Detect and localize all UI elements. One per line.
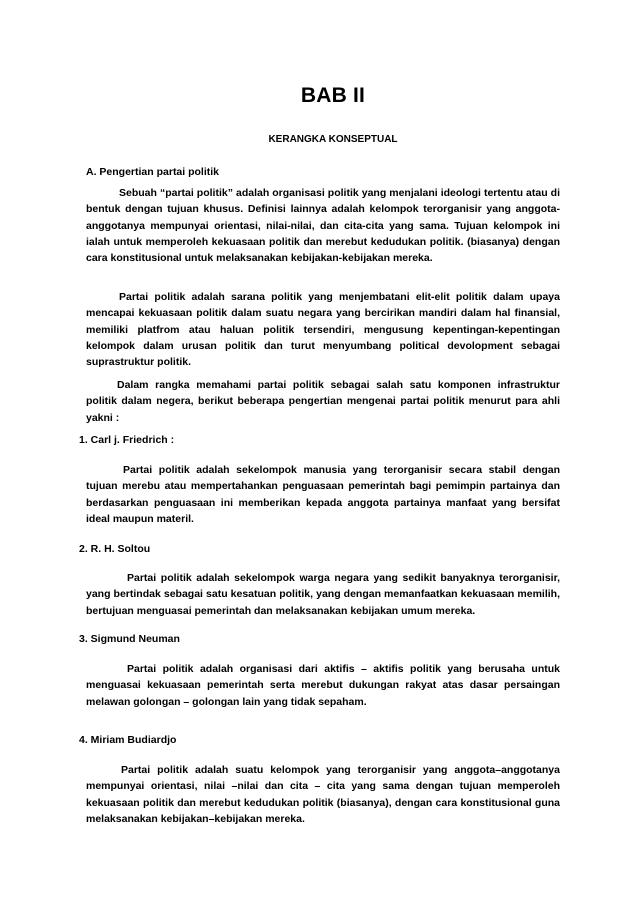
chapter-title: BAB II <box>300 84 366 107</box>
expert-definition-friedrich: Partai politik adalah sekelompok manusia yang terorganisir secara stabil dengan tujuan merebu atau mempertahankan penguasaan pemerintah bagi pemimpin partainya dan berdasarkan penguasaan ini memberikan kepada anggota partainya manfaat yang bersifat ideal maupun materil. <box>86 464 560 525</box>
expert-heading-soltou: 2. R. H. Soltou <box>79 543 151 555</box>
intro-paragraph-definition: Sebuah “partai politik” adalah organisasi politik yang menjalani ideologi tertentu atau di bentuk dengan tujuan khusus. Definisi lainnya adalah kelompok terorganisir yang anggota-anggotanya mempunyai orientasi, nilai-nilai, dan cita-cita yang sama. Tujuan kelompok ini ialah untuk memperoleh kekuasaan politik dan merebut kedudukan politik. (biasanya) dengan cara konstitusional untuk melaksanakan kebijakan-kebijakan mereka. <box>86 187 560 265</box>
expert-heading-budiardjo: 4. Miriam Budiardjo <box>79 734 177 746</box>
intro-paragraph-sarana: Partai politik adalah sarana politik yang menjembatani elit-elit politik dalam upaya mencapai kekuasaan politik dalam suatu negara yang bercirikan mandiri dalam hal finansial, memiliki platfrom atau haluan politik tersendiri, mengusung kepentingan-kepentingan kelompok dalam urusan politik dan turut menyumbang political devolopment sebagai suprastruktur politik. <box>86 291 560 369</box>
expert-definition-budiardjo: Partai politik adalah suatu kelompok yang terorganisir yang anggota–anggotanya mempunyai orientasi, nilai –nilai dan cita – cita yang sama dengan tujuan memperoleh kekuasaan politik dan merebut kedudukan politik (biasanya), dengan cara konstitusional guna melaksanakan kebijakan–kebijakan mereka. <box>86 764 560 825</box>
expert-heading-neuman: 3. Sigmund Neuman <box>79 633 180 645</box>
intro-paragraph-para-ahli: Dalam rangka memahami partai politik sebagai salah satu komponen infrastruktur politik dalam negera, berikut beberapa pengertian mengenai partai politik menurut para ahli yakni : <box>86 379 560 424</box>
chapter-subtitle: KERANGKA KONSEPTUAL <box>268 134 398 145</box>
section-heading: A. Pengertian partai politik <box>86 166 220 178</box>
expert-definition-soltou: Partai politik adalah sekelompok warga negara yang sedikit banyaknya terorganisir, yang bertindak sebagai satu kesatuan politik, yang dengan memanfaatkan kekuasaan memilih, bertujuan menguasai pemerintah dan melaksanakan kebijakan umum mereka. <box>86 572 560 617</box>
expert-heading-friedrich: 1. Carl j. Friedrich : <box>79 434 175 446</box>
expert-definition-neuman: Partai politik adalah organisasi dari aktifis – aktifis politik yang berusaha untuk menguasai kekuasaan pemerintah serta merebut dukungan rakyat atas dasar persaingan melawan golongan – golongan lain yang tidak sepaham. <box>86 663 560 708</box>
